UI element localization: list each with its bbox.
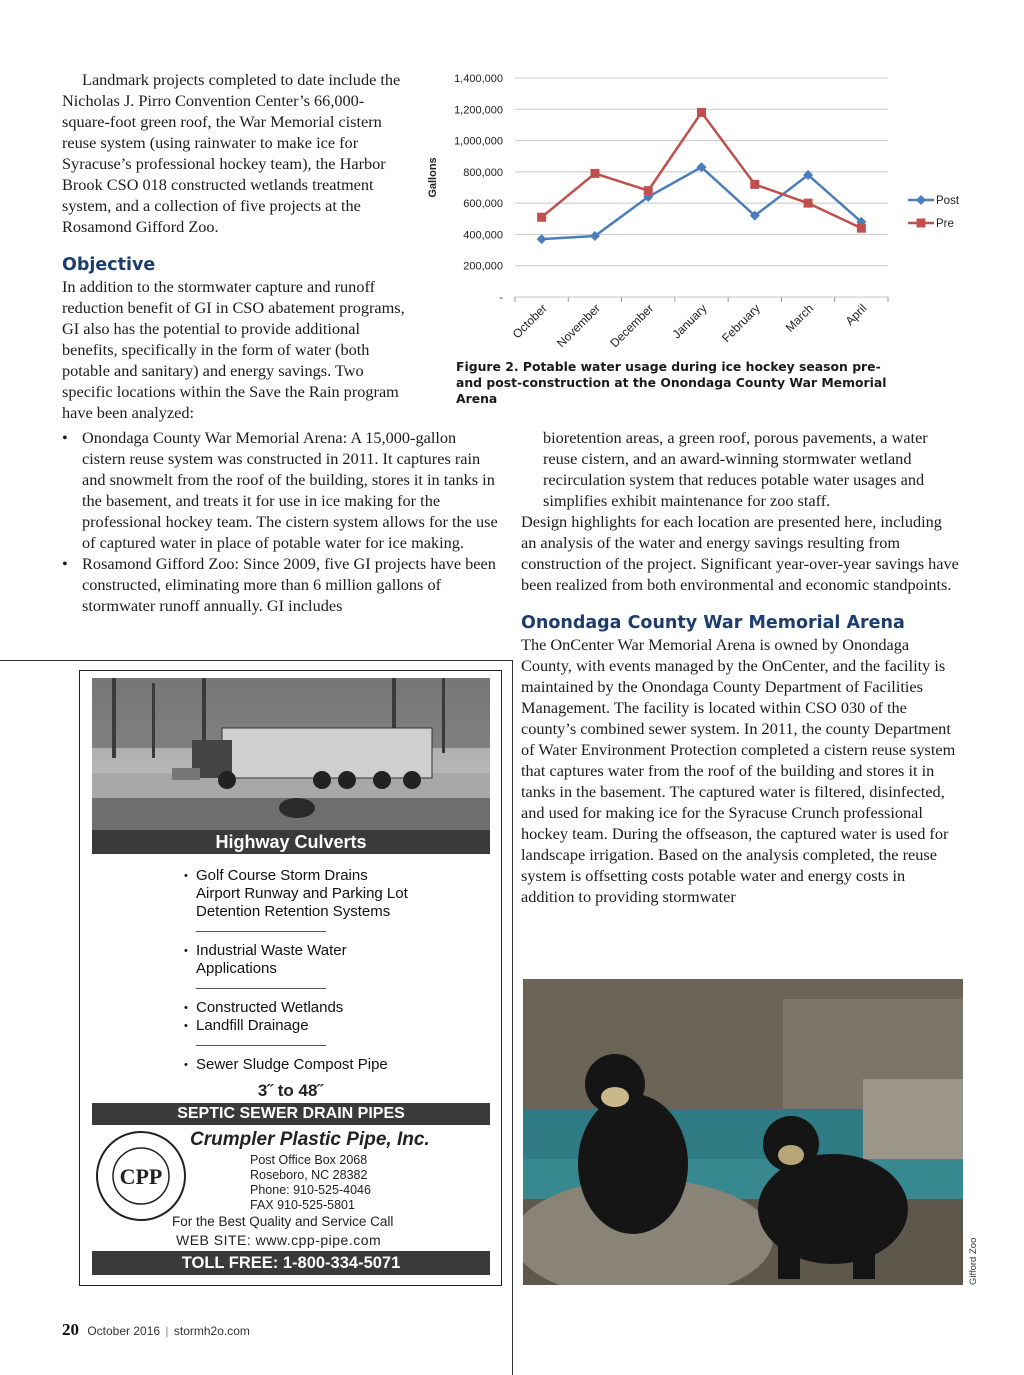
photo-credit: Gifford Zoo <box>968 1237 979 1285</box>
data-point-post <box>537 234 547 244</box>
issue-date: October 2016 <box>87 1324 161 1338</box>
ad-item: • Golf Course Storm Drains <box>184 867 484 885</box>
ad-sizes: 3˝ to 48˝ <box>257 1081 324 1100</box>
ad-divider <box>196 988 326 989</box>
ad-item: Airport Runway and Parking Lot <box>196 885 408 902</box>
ad-contact-block <box>250 1153 480 1213</box>
ad-item: • Landfill Drainage <box>184 1017 484 1035</box>
ad-item: Detention Retention Systems <box>196 903 391 920</box>
y-axis-label: Gallons <box>427 157 439 198</box>
culvert-truck-photo <box>92 678 490 831</box>
ad-company-name: Crumpler Plastic Pipe, Inc. <box>190 1129 430 1150</box>
left-column-bullets <box>62 427 502 616</box>
data-point-pre <box>644 186 653 195</box>
zoo-continuation: bioretention areas, a green roof, porous pavements, a water reuse cistern, and an award-winning stormwater wetland recirculation system that reduces potable water usages and simplifies exhibit maintenance for zoo staff. <box>543 428 928 510</box>
data-point-pre <box>857 224 866 233</box>
footer-separator: | <box>165 1324 169 1338</box>
x-category-label: February <box>719 301 763 346</box>
spectacled-bears-photo <box>523 979 963 1285</box>
legend-marker-post <box>916 195 926 205</box>
intro-paragraph: Landmark projects completed to date include the Nicholas J. Pirro Convention Center’s 66,000-square-foot green roof, the War Memorial cistern reuse system (using rainwater to make ice for Syracuse’s professional hockey team), the Harbor Brook CSO 018 constructed wetlands treatment system, and a collection of five projects at the Rosamond Gifford Zoo. <box>62 70 401 236</box>
crumpler-ad <box>79 670 502 1286</box>
ad-header-bar: Highway Culverts <box>92 830 490 854</box>
y-tick-label: 1,200,000 <box>454 104 503 117</box>
site-url[interactable]: stormh2o.com <box>173 1324 250 1338</box>
x-category-label: March <box>782 301 817 335</box>
ad-divider <box>196 931 326 932</box>
ad-divider-horizontal <box>0 660 512 661</box>
y-tick-label: 800,000 <box>463 166 503 179</box>
y-tick-label: 1,400,000 <box>454 73 503 85</box>
data-point-pre <box>804 199 813 208</box>
arena-paragraph: The OnCenter War Memorial Arena is owned by Onondaga County, with events managed by the OnCenter, and the facility is maintained by the Onondaga County Department of Facilities Management. The facility is located within CSO 030 of the county’s combined sewer system. In 2011, the county Department of Water Environment Protection completed a cistern reuse system that captures water from the roof of the building and stores it in tanks in the basement. The captured water is filtered, disinfected, and used for making ice for the Syracuse Crunch professional hockey team. During the offseason, the captured water is used for landscape irrigation. Based on the analysis completed, the reuse system is offsetting costs potable water and energy costs in addition to providing stormwater <box>521 635 956 906</box>
ad-tollfree-bar: TOLL FREE: 1-800-334-5071 <box>92 1251 490 1275</box>
y-tick-label: - <box>499 292 503 304</box>
ad-item: • Industrial Waste Water <box>184 942 484 960</box>
data-point-pre <box>697 108 706 117</box>
page-number: 20 <box>62 1320 79 1339</box>
x-category-label: April <box>842 301 870 329</box>
bullet-zoo: • Rosamond Gifford Zoo: Since 2009, five GI projects have been constructed, eliminating more than 6 million gallons of stormwater runoff annually. GI includes <box>62 553 502 616</box>
potable-water-chart <box>420 62 990 362</box>
left-column-top <box>62 69 408 423</box>
y-tick-label: 600,000 <box>463 198 503 211</box>
data-point-pre <box>537 213 546 222</box>
objective-paragraph: In addition to the stormwater capture and runoff reduction benefit of GI in CSO abatement programs, GI also has the potential to provide additional benefits, specifically in the form of water (both potable and sanitary) and energy savings. Two specific locations within the Save the Rain program have been analyzed: <box>62 277 405 422</box>
design-paragraph: Design highlights for each location are presented here, including an analysis of the water and energy savings resulting from construction of the project. Significant year-over-year savings have been realized from both environmental and economic standpoints. <box>521 512 959 594</box>
x-category-label: October <box>509 301 550 342</box>
ad-item: • Sewer Sludge Compost Pipe <box>184 1056 484 1074</box>
x-category-label: November <box>554 301 604 351</box>
ad-divider <box>196 1045 326 1046</box>
y-tick-label: 400,000 <box>463 229 503 242</box>
ad-product-list <box>184 867 484 1074</box>
legend-label-post: Post <box>936 195 960 207</box>
bullet-war-memorial: • Onondaga County War Memorial Arena: A 15,000-gallon cistern reuse system was constructed in 2011. It captures rain and snowmelt from the roof of the building, stores it in tanks in the basement, and treats it for use in ice making for the professional hockey team. The cistern system allows for the use of captured water in place of potable water for ice making. <box>62 427 502 553</box>
ad-septic-bar: SEPTIC SEWER DRAIN PIPES <box>92 1103 490 1125</box>
objective-heading: Objective <box>62 255 156 275</box>
legend-label-pre: Pre <box>936 218 954 230</box>
page-footer <box>62 1320 250 1340</box>
ad-quality-line: For the Best Quality and Service Call <box>172 1214 394 1229</box>
ad-address-line: Roseboro, NC 28382 <box>250 1168 368 1182</box>
data-point-pre <box>750 180 759 189</box>
legend-marker-pre <box>917 219 926 228</box>
chart-svg <box>420 62 990 362</box>
ad-item: • Constructed Wetlands <box>184 999 484 1017</box>
figure-caption: Figure 2. Potable water usage during ice hockey season pre- and post-construction at the Onondaga County War Memorial Arena <box>456 359 887 406</box>
cpp-logo <box>94 1129 188 1223</box>
x-category-label: December <box>607 301 657 351</box>
ad-website[interactable]: WEB SITE: www.cpp-pipe.com <box>176 1232 382 1248</box>
data-point-pre <box>590 169 599 178</box>
x-category-label: January <box>669 301 710 342</box>
y-tick-label: 1,000,000 <box>454 135 503 148</box>
logo-letters: CPP <box>119 1164 163 1189</box>
ad-phone: Phone: 910-525-4046 <box>250 1183 371 1197</box>
y-tick-label: 200,000 <box>463 260 503 273</box>
ad-address-line: Post Office Box 2068 <box>250 1153 368 1167</box>
right-column-text <box>521 427 961 907</box>
ad-item: Applications <box>196 960 277 977</box>
arena-heading: Onondaga County War Memorial Arena <box>521 613 905 633</box>
ad-fax: FAX 910-525-5801 <box>250 1198 355 1212</box>
ad-divider-vertical <box>512 660 513 1375</box>
